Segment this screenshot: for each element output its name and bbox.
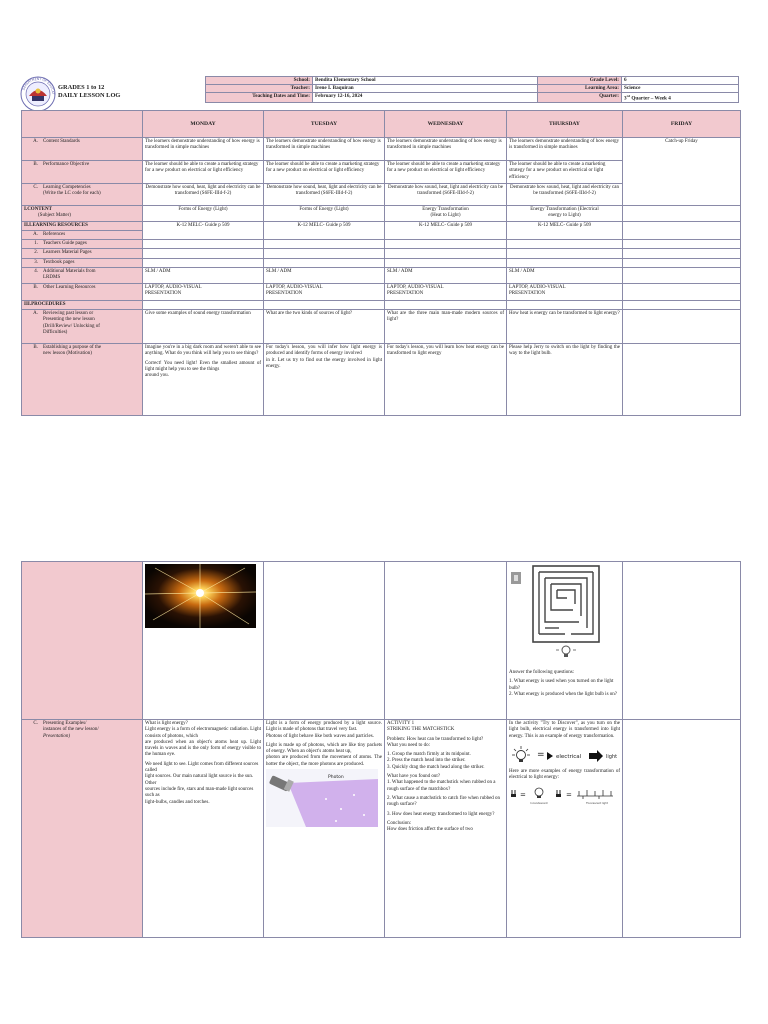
other-res-wed: LAPTOP, AUDIO-VISUAL PRESENTATION (385, 283, 507, 300)
row-label-motivation: B. Establishing a purpose of the new lesson (Motivation) (22, 343, 143, 415)
friday-catch-up: Catch-up Friday (623, 138, 741, 206)
content-standards-tue: The learners demonstrate understanding of how energy is transformed in simple machines (264, 138, 385, 161)
school-value: Bendita Elementary School (313, 77, 538, 85)
presentation-tue: Light is a form of energy produced by a light source. Light is made of photons that travel very fast. Photons of light behave like both waves and particles. Light is made up of photons, which are like tiny packets of energy. When an object's atoms heat up, photon are produced from the movement of atoms. The hotter the object, the more photons are produced. Photon (264, 720, 385, 938)
svg-text:Photon: Photon (328, 775, 344, 781)
teacher-label: Teacher: (206, 85, 313, 93)
row-label-additional-materials: 4. Additional Materials from LRDMS (22, 268, 143, 284)
quarter-label: Quarter: (538, 93, 622, 103)
competency-wed: Demonstrate how sound, heat, light and electricity can be transformed (S6FE-IIId-f-2) (385, 184, 507, 206)
svg-text:DEPARTMENT OF EDUCATION: DEPARTMENT OF EDUCAT (21, 76, 56, 95)
motivation-thu-maze-cell (507, 562, 623, 720)
performance-objective-tue: The learner should be able to create a marketing strategy for a new product on electrical or light efficiency (264, 161, 385, 184)
content-standards-wed: The learners demonstrate understanding of how energy is transformed in simple machines (385, 138, 507, 161)
svg-text:Incandescent: Incandescent (530, 802, 548, 806)
tg-ref-thu: K-12 MELC- Guide p 509 (507, 221, 623, 240)
day-header-friday: FRIDAY (623, 111, 741, 138)
presentation-wed: ACTIVITY 1 STRIKING THE MATCHSTICK Problem: How heat can be transformed to light? What you need to do: 1. Group the match firmly at its midpoint. 2. Press the match head into the striker. 3. Quickly drag the match head along the striker. What have you found out? 1. What happened to the matchstick when rubbed on a rough surface of the matchbox? 2. What cause a matchstick to catch fire when rubbed on rough surface? 3. How does heat energy transformed to light energy? Conclusion: How does friction affect the surface of two (385, 720, 507, 938)
maze-image (509, 564, 619, 662)
area-label: Learning Area: (538, 85, 622, 93)
performance-objective-wed: The learner should be able to create a marketing strategy for a new product on electrical or light efficiency (385, 161, 507, 184)
motivation-tue: For today's lesson, you will infer how light energy is produced and identify forms of energy involved in it. Let us try to find out the energy involved in light energy. (264, 343, 385, 415)
review-mon: Give some examples of sound energy transformation (143, 309, 264, 343)
content-tue: Forms of Energy (Light) (264, 206, 385, 222)
row-label-procedures: III.PROCEDURES (22, 300, 143, 309)
day-header-monday: MONDAY (143, 111, 264, 138)
row-label-review: A. Reviewing past lesson or Presenting the new lesson (Drill/Review/ Unlocking of Difficulties) (22, 309, 143, 343)
row-label-content: I.CONTENT (Subject Matter) (22, 206, 143, 222)
performance-objective-thu: The learner should be able to create a marketing strategy for a new product on electrical or light efficiency (507, 161, 623, 184)
school-info-table (205, 76, 739, 103)
content-wed: Energy Transformation (Heat to Light) (385, 206, 507, 222)
content-standards-thu: The learners demonstrate understanding of how energy is transformed in simple machines (507, 138, 623, 161)
other-res-mon: LAPTOP, AUDIO-VISUAL PRESENTATION (143, 283, 264, 300)
svg-text:Fluorescent light: Fluorescent light (586, 802, 608, 806)
competency-thu: Demonstrate how sound, heat, light and electricity can be transformed (S6FE-IIId-f-2) (507, 184, 623, 206)
svg-text:light: light (606, 753, 618, 760)
row-label-content-standards: A. Content Standards (22, 138, 143, 161)
row-label-references: A. References (22, 230, 143, 239)
light-burst-image (145, 564, 256, 628)
slm-wed: SLM / ADM (385, 268, 507, 284)
row-label-presentation: C. Presenting Examples/ instances of the new lesson/ Presentation) (22, 720, 143, 938)
row-label-performance-objective: B. Performance Objective (22, 161, 143, 184)
grade-value: 6 (622, 77, 739, 85)
area-value: Science (622, 85, 739, 93)
content-standards-mon: The learners demonstrate understanding of how energy is transformed in simple machines (143, 138, 264, 161)
maze-question-1: 1. What energy is used when you turned on the light bulb? (509, 679, 614, 691)
slm-tue: SLM / ADM (264, 268, 385, 284)
row-label-learners-material: 2. Learners Material Pages (22, 249, 143, 258)
tg-ref-tue: K-12 MELC- Guide p 509 (264, 221, 385, 240)
motivation-wed: For today's lesson, you will learn how heat energy can be transformed to light energy (385, 343, 507, 415)
svg-text:=: = (566, 791, 572, 800)
presentation-thu: In the activity "Try to Discover", as you turn on the light bulb, electrical energy is transformed into light energy. This is an example of energy transformation. = electrical light Here are more examples of energy transformation of electrical to light energy: = Incandescent = Fluorescent light (507, 720, 623, 938)
svg-text:=: = (537, 749, 545, 760)
other-res-tue: LAPTOP, AUDIO-VISUAL PRESENTATION (264, 283, 385, 300)
day-header-wednesday: WEDNESDAY (385, 111, 507, 138)
presentation-mon: What is light energy? Light energy is a form of electromagnetic radiation. Light consists of photons, which are produced when an object's atoms heat up. Light travels in waves and is the only form of energy visible to the human eye. We need light to see. Light comes from different sources called light sources. Our main natural light source is the sun. Other sources include fire, stars and man-made light sources such as light-bulbs, candles and torches. (143, 720, 264, 938)
teacher-value: Irene I. Baquiran (313, 85, 538, 93)
motivation-mon-image-cell (143, 562, 264, 720)
maze-question-2: 2. What energy is produced when the light bulb is on? (509, 691, 617, 697)
quarter-value: 3rd Quarter – Week 4 (622, 93, 739, 103)
content-mon: Forms of Energy (Light) (143, 206, 264, 222)
content-thu: Energy Transformation (Electrical energy to Light) (507, 206, 623, 222)
competency-mon: Demonstrate how sound, heat, light and electricity can be transformed (S6FE-IIId-f-2) (143, 184, 264, 206)
day-header-tuesday: TUESDAY (264, 111, 385, 138)
svg-text:electrical: electrical (556, 753, 582, 760)
lesson-log-title: GRADES 1 to 12 DAILY LESSON LOG (58, 84, 121, 99)
electrical-light-examples-diagram (509, 784, 619, 806)
lesson-log-table (21, 110, 741, 416)
review-tue: What are the two kinds of sources of light? (264, 309, 385, 343)
dates-value: February 12-16, 2024 (313, 93, 538, 103)
slm-thu: SLM / ADM (507, 268, 623, 284)
tg-ref-wed: K-12 MELC- Guide p 509 (385, 221, 507, 240)
lesson-log-table-continued (21, 561, 741, 938)
row-label-learning-resources: II.LEARNING RESOURCES (22, 221, 143, 230)
photon-flashlight-image (266, 769, 378, 827)
motivation-thu: Please help Jerry to switch on the light by finding the way to the light bulb. (507, 343, 623, 415)
electrical-to-light-diagram (509, 744, 619, 766)
slm-mon: SLM / ADM (143, 268, 264, 284)
review-thu: How heat is energy can be transformed to light energy? (507, 309, 623, 343)
day-header-thursday: THURSDAY (507, 111, 623, 138)
dates-label: Teaching Dates and Time: (206, 93, 313, 103)
row-label-teachers-guide: 1. Teachers Guide pages (22, 240, 143, 249)
other-res-thu: LAPTOP, AUDIO-VISUAL PRESENTATION (507, 283, 623, 300)
maze-answer-prompt: Answer the following questions: (509, 670, 575, 675)
tg-ref-mon: K-12 MELC- Guide p 509 (143, 221, 264, 240)
review-wed: What are the three main man-made modern sources of light? (385, 309, 507, 343)
competency-tue: Demonstrate how sound, heat, light and electricity can be transformed (S6FE-IIId-f-2) (264, 184, 385, 206)
motivation-mon: Imagine you're in a big dark room and weren't able to see anything. What do you think will help you to see things? Correct! You need light! Even the smallest amount of light might help you to see the things around you. (143, 343, 264, 415)
row-label-learning-competencies: C. Learning Competencies (Write the LC code for each) (22, 184, 143, 206)
performance-objective-mon: The learner should be able to create a marketing strategy for a new product on electrical or light efficiency (143, 161, 264, 184)
row-label-textbook: 3. Textbook pages (22, 258, 143, 267)
school-label: School: (206, 77, 313, 85)
svg-text:=: = (520, 791, 526, 800)
grade-label: Grade Level: (538, 77, 622, 85)
deped-seal-icon (20, 76, 56, 112)
row-label-other-resources: B. Other Learning Resources (22, 283, 143, 300)
